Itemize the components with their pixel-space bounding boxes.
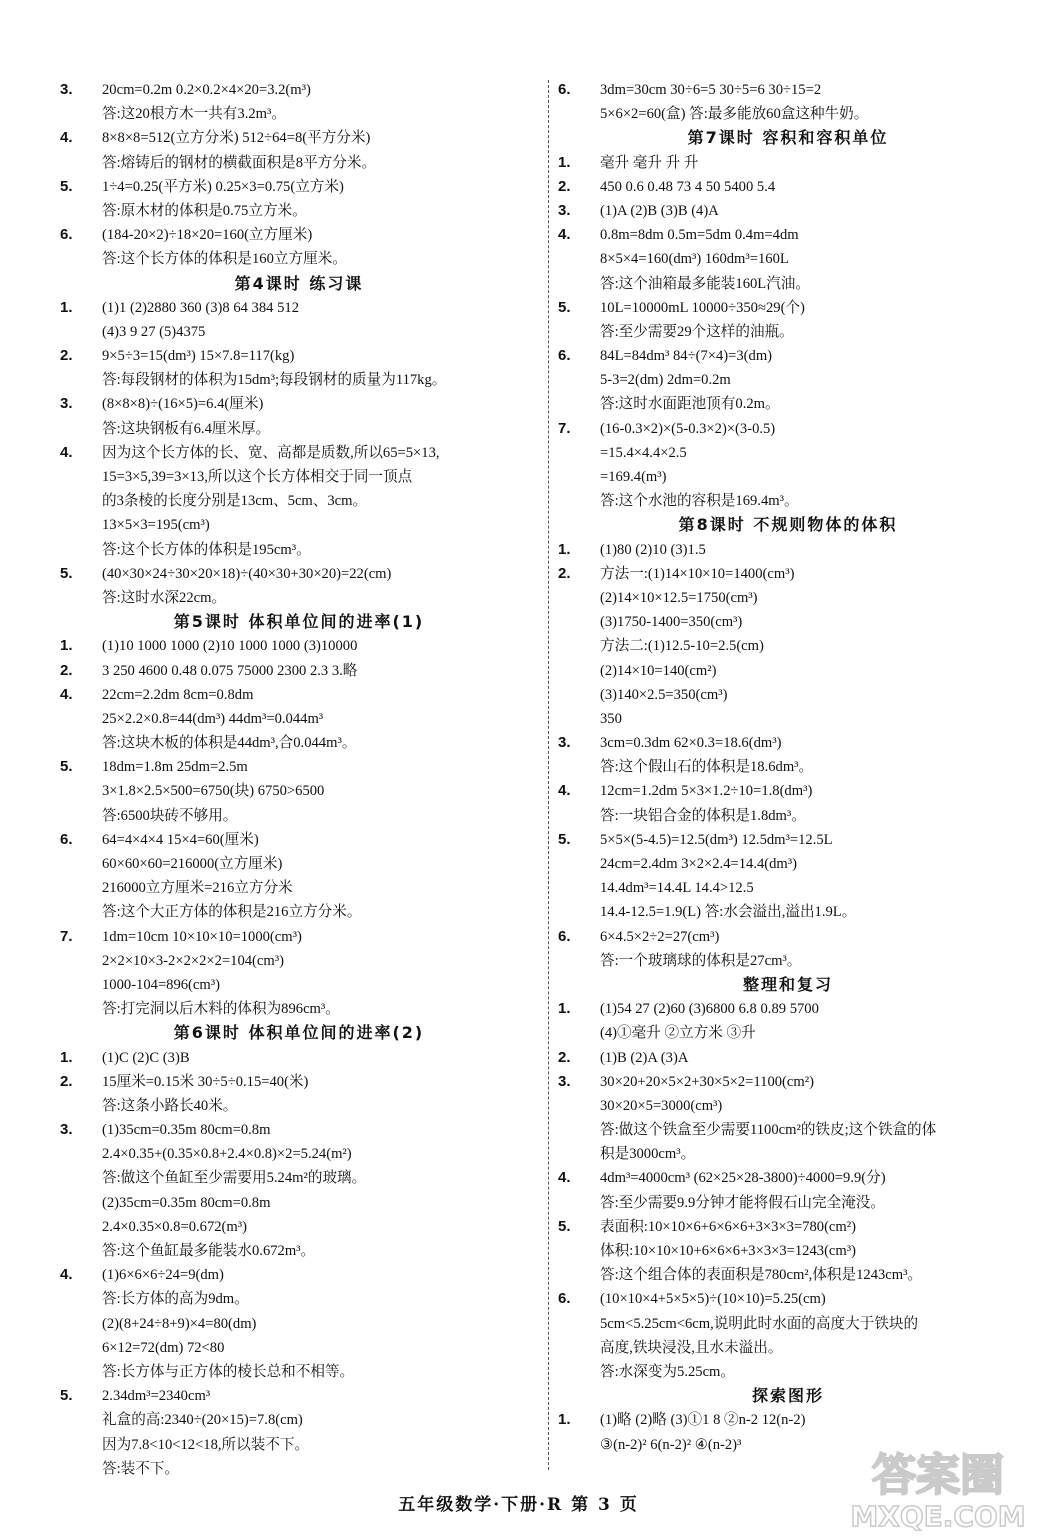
answer-item <box>60 78 538 126</box>
answer-item <box>558 78 1018 126</box>
section-heading: 探索图形 <box>751 1386 824 1406</box>
answer-line: 答:长方体与正方体的棱长总和不相等。 <box>102 1363 355 1380</box>
answer-line: 答:至少需要9.9分钟才能将假石山完全淹没。 <box>600 1194 885 1211</box>
item-number: 6. <box>558 927 571 945</box>
answer-line: 答:这块钢板有6.4厘米厚。 <box>102 420 271 437</box>
answer-line: 答:每段钢材的体积为15dm³;每段钢材的质量为117kg。 <box>102 372 447 389</box>
answer-line: (3)140×2.5=350(cm³) <box>600 686 728 703</box>
answer-item <box>558 538 1018 562</box>
answer-item <box>60 1263 538 1384</box>
answer-line: (8×8×8)÷(16×5)=6.4(厘米) <box>102 396 264 413</box>
answer-line: =15.4×4.4×2.5 <box>600 444 687 461</box>
answer-line: 方法二:(1)12.5-10=2.5(cm) <box>600 638 764 655</box>
answer-item <box>558 828 1018 925</box>
answer-line: 答:一块铝合金的体积是1.8dm³。 <box>600 807 806 824</box>
answer-item <box>558 417 1018 514</box>
watermark-logo <box>848 1440 1028 1532</box>
answer-line: (1)10 1000 1000 (2)10 1000 1000 (3)10000 <box>102 638 358 655</box>
item-number: 6. <box>558 81 571 98</box>
answer-line: 1dm=10cm 10×10×10=1000(cm³) <box>102 928 302 945</box>
answer-line: 3 250 4600 0.48 0.075 75000 2300 2.3 3.略 <box>102 662 358 679</box>
answer-line: 3cm=0.3dm 62×0.3=18.6(dm³) <box>600 735 782 752</box>
item-number: 4. <box>60 129 73 147</box>
column-divider <box>548 80 549 1470</box>
answer-item <box>60 1118 538 1263</box>
answer-line: (1)C (2)C (3)B <box>102 1049 190 1066</box>
answer-line: 答:这个水池的容积是169.4m³。 <box>600 493 799 510</box>
answer-line: =169.4(m³) <box>600 469 667 485</box>
answer-item <box>558 296 1018 344</box>
item-number: 4. <box>558 226 571 244</box>
item-number: 2. <box>558 1048 571 1066</box>
section-heading: 第4课时 练习课 <box>234 273 364 293</box>
section-heading: 第5课时 体积单位间的进率(1) <box>173 612 425 632</box>
answer-line: (1)6×6×6÷24=9(dm) <box>102 1267 224 1284</box>
answer-line: (1)54 27 (2)60 (3)6800 6.8 0.89 5700 <box>600 1001 819 1018</box>
answer-line: 答:水深变为5.25cm。 <box>600 1363 735 1380</box>
answer-line: 1÷4=0.25(平方米) 0.25×3=0.75(立方米) <box>102 178 344 195</box>
answer-line: 礼盒的高:2340÷(20×15)=7.8(cm) <box>102 1412 303 1429</box>
answer-line: 5×6×2=60(盒) 答:最多能放60盒这种牛奶。 <box>600 106 869 123</box>
answer-line: 答:这个假山石的体积是18.6dm³。 <box>600 759 814 776</box>
answer-item <box>60 441 538 562</box>
answer-line: 答:长方体的高为9dm。 <box>102 1291 249 1308</box>
answer-item <box>60 1070 538 1118</box>
answer-item <box>558 925 1018 973</box>
answer-item <box>60 392 538 440</box>
item-number: 2. <box>60 1072 73 1090</box>
answer-line: 答:这个长方体的体积是195cm³。 <box>102 541 311 558</box>
answer-item <box>558 1215 1018 1288</box>
left-column <box>60 78 538 1481</box>
answer-line: 15厘米=0.15米 30÷5÷0.15=40(米) <box>102 1073 309 1090</box>
item-number: 1. <box>60 1048 73 1066</box>
answer-item <box>558 997 1018 1045</box>
answer-line: 毫升 毫升 升 升 <box>600 154 699 171</box>
answer-line: (184-20×2)÷18×20=160(立方厘米) <box>102 227 313 244</box>
answer-line: 因为7.8<10<12<18,所以装不下。 <box>102 1436 310 1453</box>
answer-line: 12cm=1.2dm 5×3×1.2÷10=1.8(dm³) <box>600 783 813 800</box>
item-number: 4. <box>60 1266 73 1284</box>
answer-line: 3dm=30cm 30÷6=5 30÷5=6 30÷15=2 <box>600 82 822 98</box>
item-number: 5. <box>60 177 73 195</box>
answer-line: ③(n-2)² 6(n-2)² ④(n-2)³ <box>600 1436 742 1453</box>
answer-item <box>60 755 538 828</box>
answer-line: 15=3×5,39=3×13,所以这个长方体相交于同一顶点 <box>102 469 413 485</box>
item-number: 1. <box>558 1000 571 1018</box>
item-number: 5. <box>60 564 73 582</box>
answer-line: 答:原木材的体积是0.75立方米。 <box>102 202 307 219</box>
answer-line: 答:这个长方体的体积是160立方厘米。 <box>102 251 347 268</box>
answer-line: 216000立方厘米=216立方分米 <box>102 880 293 897</box>
answer-line: 3×1.8×2.5×500=6750(块) 6750>6500 <box>102 783 325 800</box>
answer-item <box>558 175 1018 199</box>
answer-line: (2)14×10×12.5=1750(cm³) <box>600 589 758 606</box>
item-number: 3. <box>558 734 571 752</box>
answer-line: 5cm<5.25cm<6cm,说明此时水面的高度大于铁块的 <box>600 1315 919 1332</box>
answer-line: 20cm=0.2m 0.2×0.2×4×20=3.2(m³) <box>102 82 311 98</box>
answer-line: 答:6500块砖不够用。 <box>102 807 238 824</box>
item-number: 2. <box>60 661 73 679</box>
answer-line: 答:这块木板的体积是44dm³,合0.044m³。 <box>102 735 357 752</box>
answer-line: 答:装不下。 <box>102 1460 180 1477</box>
item-number: 4. <box>60 685 73 703</box>
item-number: 6. <box>558 347 571 365</box>
item-number: 5. <box>60 758 73 776</box>
answer-line: 答:做这个鱼缸至少需要用5.24m²的玻璃。 <box>102 1170 367 1187</box>
answer-item <box>60 925 538 1022</box>
answer-item <box>60 634 538 658</box>
answer-line: (2)14×10=140(cm²) <box>600 662 717 679</box>
answer-line: 25×2.2×0.8=44(dm³) 44dm³=0.044m³ <box>102 710 324 727</box>
answer-line: 答:这个鱼缸最多能装水0.672m³。 <box>102 1243 316 1259</box>
answer-line: 5×5×(5-4.5)=12.5(dm³) 12.5dm³=12.5L <box>600 831 833 848</box>
answer-line: (2)(8+24÷8+9)×4=80(dm) <box>102 1315 257 1332</box>
answer-line: (1)1 (2)2880 360 (3)8 64 384 512 <box>102 299 299 316</box>
answer-item <box>60 223 538 271</box>
answer-line: 450 0.6 0.48 73 4 50 5400 5.4 <box>600 178 776 195</box>
answer-line: 答:这时水深22cm。 <box>102 589 227 606</box>
answer-item <box>60 344 538 392</box>
answer-line: 9×5÷3=15(dm³) 15×7.8=117(kg) <box>102 348 295 365</box>
answer-item <box>60 562 538 610</box>
answer-line: 30×20+20×5×2+30×5×2=1100(cm²) <box>600 1073 814 1090</box>
item-number: 2. <box>558 177 571 195</box>
answer-item <box>60 659 538 683</box>
answer-line: 答:这个组合体的表面积是780cm²,体积是1243cm³。 <box>600 1267 923 1284</box>
answer-line: 的3条棱的长度分别是13cm、5cm、3cm。 <box>102 493 368 510</box>
answer-item <box>558 151 1018 175</box>
answer-line: (1)80 (2)10 (3)1.5 <box>600 541 706 558</box>
item-number: 7. <box>558 419 571 437</box>
answer-item <box>558 223 1018 296</box>
answer-line: 体积:10×10×10+6×6×6+3×3×3=1243(cm³) <box>600 1243 856 1259</box>
answer-line: 2×2×10×3-2×2×2×2=104(cm³) <box>102 952 284 969</box>
answer-item <box>60 1384 538 1481</box>
item-number: 4. <box>60 443 73 461</box>
answer-line: 答:这个油箱最多能装160L汽油。 <box>600 275 810 292</box>
item-number: 1. <box>60 298 73 316</box>
answer-line: 答:这个大正方体的体积是216立方分米。 <box>102 904 362 921</box>
page-footer: 五年级数学·下册·R 第 3 页 <box>398 1495 639 1515</box>
answer-line: (40×30×24÷30×20×18)÷(40×30+30×20)=22(cm) <box>102 565 392 582</box>
answer-item <box>558 1070 1018 1167</box>
svg-text:MXQE.COM: MXQE.COM <box>850 1500 1026 1532</box>
answer-line: 答:一个玻璃球的体积是27cm³。 <box>600 952 802 969</box>
answer-line: 0.8m=8dm 0.5m=5dm 0.4m=4dm <box>600 227 799 244</box>
item-number: 4. <box>558 782 571 800</box>
answer-item <box>558 344 1018 417</box>
answer-line: 6×12=72(dm) 72<80 <box>102 1339 225 1356</box>
item-number: 5. <box>558 830 571 848</box>
item-number: 5. <box>558 1217 571 1235</box>
answer-line: 答:这条小路长40米。 <box>102 1097 238 1114</box>
answer-line: (4)3 9 27 (5)4375 <box>102 323 206 340</box>
answer-line: 5-3=2(dm) 2dm=0.2m <box>600 372 731 389</box>
answer-item <box>60 683 538 756</box>
answer-line: 1000-104=896(cm³) <box>102 976 220 993</box>
item-number: 6. <box>60 226 73 244</box>
item-number: 6. <box>60 830 73 848</box>
answer-line: 64=4×4×4 15×4=60(厘米) <box>102 831 259 848</box>
answer-line: 14.4dm³=14.4L 14.4>12.5 <box>600 880 754 897</box>
answer-item <box>558 199 1018 223</box>
item-number: 5. <box>60 1387 73 1405</box>
answer-line: 2.34dm³=2340cm³ <box>102 1388 211 1405</box>
answer-line: 350 <box>600 710 622 727</box>
section-heading: 第6课时 体积单位间的进率(2) <box>173 1023 425 1043</box>
answer-line: (2)35cm=0.35m 80cm=0.8m <box>102 1194 271 1211</box>
answer-item <box>558 562 1018 731</box>
answer-line: 8×5×4=160(dm³) 160dm³=160L <box>600 251 789 268</box>
item-number: 3. <box>558 1072 571 1090</box>
answer-line: 方法一:(1)14×10×10=1400(cm³) <box>600 565 795 582</box>
item-number: 3. <box>558 201 571 219</box>
answer-line: 8×8×8=512(立方分米) 512÷64=8(平方分米) <box>102 130 371 147</box>
item-number: 3. <box>60 81 73 98</box>
answer-item <box>60 296 538 344</box>
answer-line: 答:做这个铁盒至少需要1100cm²的铁皮;这个铁盒的体 <box>600 1122 937 1139</box>
answer-line: 14.4-12.5=1.9(L) 答:水会溢出,溢出1.9L。 <box>600 904 857 921</box>
answer-line: 表面积:10×10×6+6×6×6+3×3×3=780(cm²) <box>600 1218 856 1235</box>
item-number: 2. <box>60 347 73 365</box>
answer-item <box>558 1046 1018 1070</box>
answer-line: 10L=10000mL 10000÷350≈29(个) <box>600 299 805 316</box>
item-number: 4. <box>558 1169 571 1187</box>
answer-line: 2.4×0.35+(0.35×0.8+2.4×0.8)×2=5.24(m²) <box>102 1146 352 1163</box>
item-number: 5. <box>558 298 571 316</box>
answer-line: (10×10×4+5×5×5)÷(10×10)=5.25(cm) <box>600 1291 826 1308</box>
answer-item <box>558 779 1018 827</box>
answer-item <box>558 1287 1018 1384</box>
answer-line: 高度,铁块浸没,且水未溢出。 <box>600 1339 783 1356</box>
right-column <box>558 78 1018 1457</box>
answer-line: 6×4.5×2÷2=27(cm³) <box>600 928 720 945</box>
svg-text:答案圈: 答案圈 <box>872 1450 1004 1501</box>
answer-item <box>60 828 538 925</box>
item-number: 6. <box>558 1290 571 1308</box>
item-number: 2. <box>558 564 571 582</box>
answer-line: 答:打完洞以后木料的体积为896cm³。 <box>102 1001 340 1018</box>
answer-line: (1)35cm=0.35m 80cm=0.8m <box>102 1122 271 1139</box>
answer-line: 60×60×60=216000(立方厘米) <box>102 856 283 872</box>
answer-line: 4dm³=4000cm³ (62×25×28-3800)÷4000=9.9(分) <box>600 1170 886 1187</box>
item-number: 1. <box>558 1411 571 1429</box>
answer-item <box>558 731 1018 779</box>
answer-line: (1)B (2)A (3)A <box>600 1049 689 1066</box>
answer-line: (16-0.3×2)×(5-0.3×2)×(3-0.5) <box>600 420 776 437</box>
item-number: 1. <box>558 540 571 558</box>
answer-item <box>60 175 538 223</box>
item-number: 1. <box>558 153 571 171</box>
answer-line: 积是3000cm³。 <box>600 1146 696 1163</box>
answer-line: 18dm=1.8m 25dm=2.5m <box>102 759 248 776</box>
item-number: 3. <box>60 1121 73 1139</box>
answer-item <box>60 1046 538 1070</box>
item-number: 7. <box>60 927 73 945</box>
item-number: 1. <box>60 637 73 655</box>
answer-line: 13×5×3=195(cm³) <box>102 517 210 534</box>
answer-line: (1)A (2)B (3)B (4)A <box>600 202 719 219</box>
item-number: 3. <box>60 395 73 413</box>
answer-line: 答:这20根方木一共有3.2m³。 <box>102 106 286 123</box>
answer-line: (1)略 (2)略 (3)①1 8 ②n-2 12(n-2) <box>600 1412 806 1429</box>
answer-line: (3)1750-1400=350(cm³) <box>600 614 743 631</box>
answer-line: 24cm=2.4dm 3×2×2.4=14.4(dm³) <box>600 856 798 872</box>
answer-line: 84L=84dm³ 84÷(7×4)=3(dm) <box>600 348 773 365</box>
answer-item <box>558 1166 1018 1214</box>
section-heading: 第8课时 不规则物体的体积 <box>678 515 898 535</box>
answer-line: 答:这时水面距池顶有0.2m。 <box>600 396 780 413</box>
answer-line: 22cm=2.2dm 8cm=0.8dm <box>102 686 254 703</box>
section-heading: 整理和复习 <box>742 974 833 994</box>
section-heading: 第7课时 容积和容积单位 <box>687 128 889 148</box>
answer-line: 答:至少需要29个这样的油瓶。 <box>600 323 794 340</box>
answer-item <box>60 126 538 174</box>
answer-line: 因为这个长方体的长、宽、高都是质数,所以65=5×13, <box>102 444 440 461</box>
answer-line: 答:熔铸后的钢材的横截面积是8平方分米。 <box>102 154 377 171</box>
answer-line: 2.4×0.35×0.8=0.672(m³) <box>102 1218 247 1235</box>
answer-line: 30×20×5=3000(cm³) <box>600 1097 723 1114</box>
answer-line: (4)①毫升 ②立方米 ③升 <box>600 1025 756 1042</box>
